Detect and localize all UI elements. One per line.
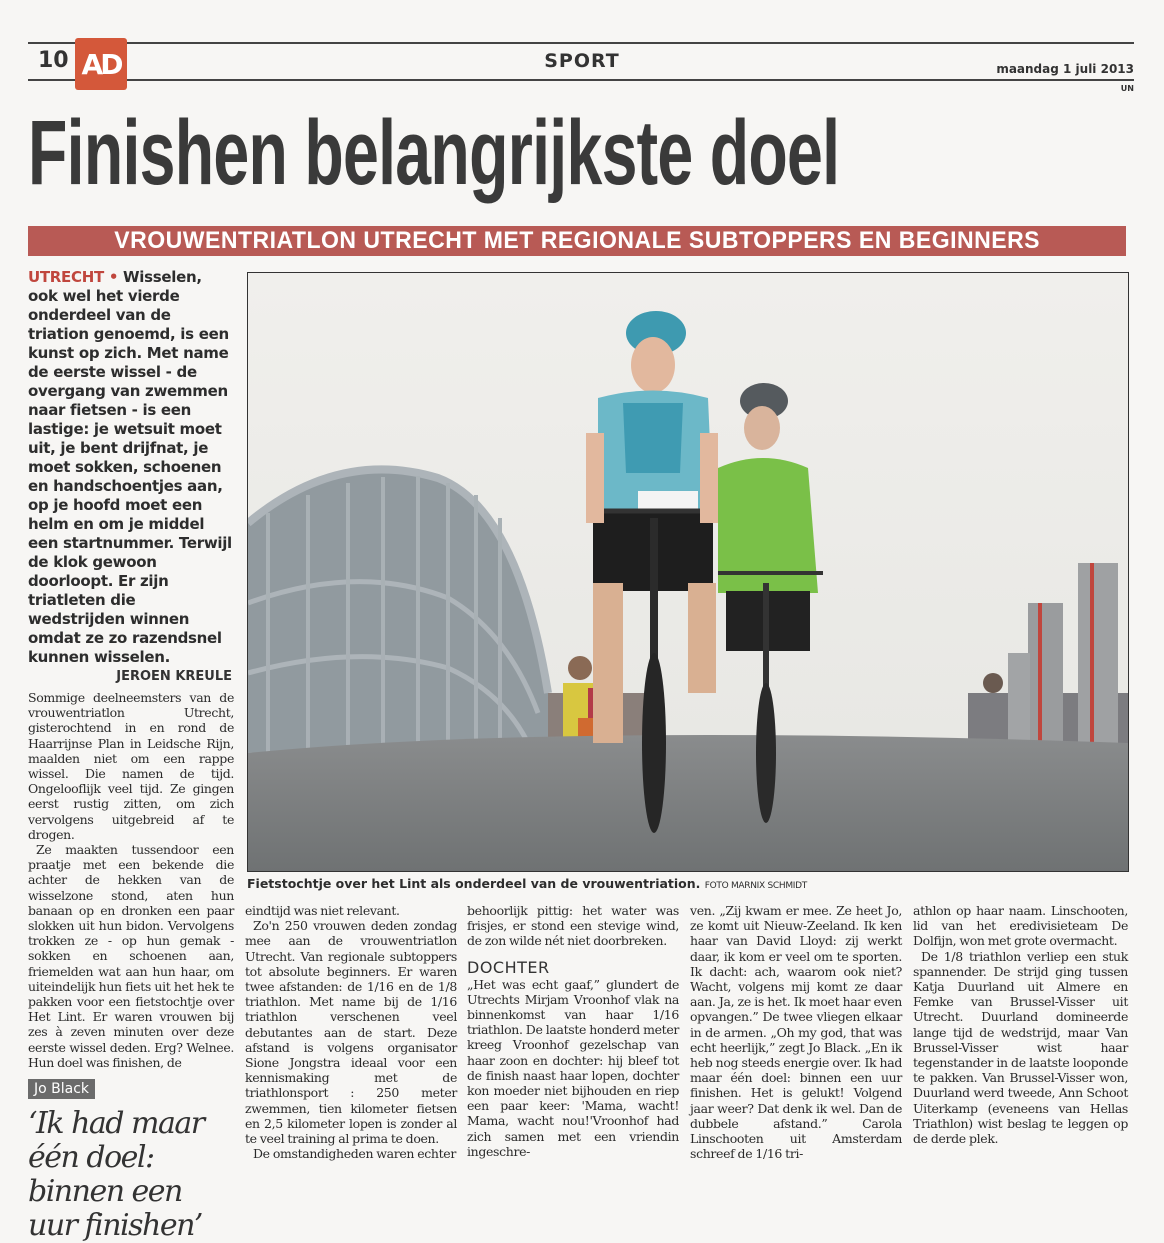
article-photo	[247, 272, 1129, 872]
paragraph: ven. „Zij kwam er mee. Ze heet Jo, ze komt uit Nieuw-Zeeland. Ik ken haar van David Lloyd: zij werkt daar, ik kom er veel om te sporten. Ik dacht: ach, waarom ook niet? Wacht, volgens mij komt ze daar aan. Ja, ze is het. Ik moet haar even opvangen.” De twee vliegen elkaar in de armen. „Oh my god, that was echt heerlijk,” zegt Jo Black. „En ik heb nog steeds energie over. Ik had maar één doel: binnen een uur finishen. Het is gelukt! Volgend jaar weer? Dat denk ik wel. Dan de dubbele afstand.” Carola Linschooten uit Amsterdam schreef de 1/16 tri-	[690, 903, 902, 1162]
cyclists-on-bridge-image	[248, 273, 1128, 871]
subheadline-band	[28, 226, 1126, 256]
masthead-rule	[28, 79, 1134, 81]
crosshead: DOCHTER	[467, 957, 550, 977]
page-number: 10	[38, 48, 69, 73]
paragraph: Sommige deelneemsters van de vrouwentriatlon Utrecht, gisterochtend in en rond de Haarrijnse Plan in Leidsche Rijn, maalden niet om een rappe wissel. Die namen de tijd. Ongelooflijk veel tijd. Ze gingen eerst rustig zitten, om zich vervolgens uitgebreid af te drogen.	[28, 690, 234, 842]
subheadline: VROUWENTRIATLON UTRECHT MET REGIONALE SUBTOPPERS EN BEGINNERS	[114, 227, 1040, 254]
paragraph: eindtijd was niet relevant.	[245, 903, 400, 918]
paragraph: De 1/8 triathlon verliep een stuk spannender. De strijd ging tussen Katja Duurland uit Almere en Femke van Brussel-Visser uit Utrecht. Duurland domineerde lange tijd de wedstrijd, maar Van Brussel-Visser wist haar tegenstander in de laatste looponde te pakken. Van Brussel-Visser won, Duurland werd tweede, Ann Schoot Uiterkamp (eveneens van Hellas Triathlon) wist beslag te leggen op de derde plek.	[913, 948, 1128, 1147]
photo-caption	[247, 876, 1137, 891]
dateline: UTRECHT •	[28, 268, 119, 286]
column-5	[913, 903, 1128, 1146]
headline: Finishen belangrijkste doel	[28, 102, 840, 204]
top-rule	[28, 42, 1134, 44]
section-title: SPORT	[544, 50, 620, 72]
paragraph: Ze maakten tussendoor een praatje met een bekende die achter de hekken van de wisselzone stond, aten hun banaan op en dronken een paar slokken uit hun bidon. Vervolgens trokken ze - op hun gemak - sokken en schoenen aan, friemelden wat aan hun haar, om uiteindelijk hun fiets uit het hek te pakken voor een fietstochtje over Het Lint. Er waren vrouwen bij zes à zeven minuten over deze eerste wissel deden. Erg? Welnee. Hun doel was finishen, de	[28, 842, 234, 1070]
intro-text: Wisselen, ook wel het vierde onderdeel van de triation genoemd, is een kunst op zich. Met name de eerste wissel - de overgang van zwemmen naar fietsen - is een lastige: je wetsuit moet uit, je bent drijfnat, je moet sokken, schoenen en handschoentjes aan, op je hoofd moet een helm en om je middel een startnummer. Terwijl de klok gewoon doorloopt. Er zijn triatleten die wedstrijden winnen omdat ze zo razendsnel kunnen wisselen.	[28, 268, 232, 666]
quote-block	[28, 1078, 234, 1243]
issue-date: maandag 1 juli 2013	[996, 62, 1134, 76]
column-2	[245, 903, 457, 1161]
caption-text: Fietstochtje over het Lint als onderdeel van de vrouwentriation.	[247, 876, 701, 891]
column-3	[467, 903, 679, 1159]
paragraph: Zo'n 250 vrouwen deden zondag mee aan de vrouwentriatlon Utrecht. Van regionale subtoppers tot absolute beginners. Er waren twee afstanden: de 1/16 en de 1/8 triathlon. Met name bij de 1/16 triathlon verschenen veel debutantes aan de start. Deze afstand is volgens organisator Sione Jongstra ideaal voor een kennismaking met de triathlonsport : 250 meter zwemmen, tien kilometer fietsen en 2,5 kilometer lopen is zonder al te veel training al prima te doen.	[245, 918, 457, 1147]
pull-quote: ‘Ik had maar één doel: binnen een uur finishen’	[28, 1106, 204, 1243]
paragraph: behoorlijk pittig: het water was frisjes, er stond een stevige wind, de zon wilde nét niet doorbreken.	[467, 903, 679, 949]
ad-logo: AD	[75, 38, 127, 90]
intro-lede	[28, 268, 232, 667]
edition-code: UN	[1120, 84, 1134, 93]
paragraph: De omstandigheden waren echter	[253, 1146, 456, 1162]
byline: JEROEN KREULE	[116, 669, 232, 684]
bridge-deck	[248, 735, 1128, 871]
paragraph: „Het was echt gaaf,” glundert de Utrechts Mirjam Vroonhof vlak na binnenkomst van haar 1/16 triathlon. De laatste honderd meter kreeg Vroonhof gezelschap van haar zoon en dochter: hij bleef tot de finish naast haar lopen, dochter kon moeder niet bijhouden en riep een paar keer: 'Mama, wacht! Mama, wacht nou!'Vroonhof had zich samen met een vriendin ingeschre-	[467, 976, 679, 1159]
column-1	[28, 690, 234, 1070]
quote-label: Jo Black	[28, 1079, 95, 1099]
photo-credit: FOTO MARNIX SCHMIDT	[704, 881, 807, 891]
column-4	[690, 903, 902, 1161]
paragraph: athlon op haar naam. Linschooten, lid van het eredivisieteam De Dolfijn, won met grote overmacht.	[913, 903, 1128, 949]
